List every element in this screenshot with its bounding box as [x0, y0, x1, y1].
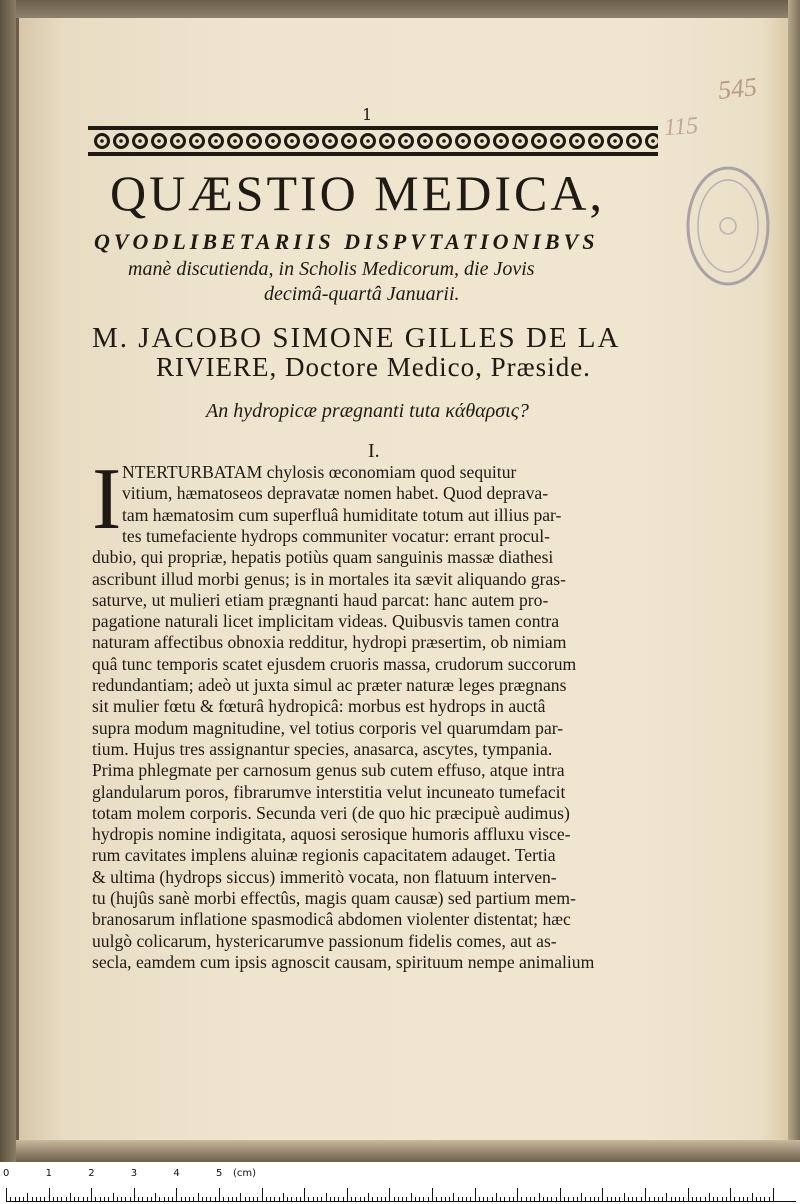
body-text-line: tes tumefaciente hydrops communiter vocatur: errant procul- [122, 525, 550, 546]
ruler-tick [91, 1188, 92, 1202]
ruler-tick [602, 1188, 603, 1202]
ruler-baseline [6, 1201, 796, 1202]
ruler-tick [645, 1188, 646, 1202]
body-text-line: hydropis nomine indigitata, aquosi serosique humoris affluxu visce- [92, 824, 571, 845]
body-text-line: tium. Hujus tres assignantur species, anasarca, ascytes, tympania. [92, 738, 553, 759]
ruler-tick [432, 1188, 433, 1202]
ornamental-headpiece [88, 124, 658, 158]
library-stamp [680, 158, 770, 294]
body-text-line: tam hæmatosim cum superfluâ humiditate totum aut illius par- [122, 504, 562, 525]
subtitle-line: QVODLIBETARIIS DISPVTATIONIBVS [94, 229, 599, 254]
body-text-line: glandularum poros, fibrarumve interstitia velut incuneato tumefacit [92, 781, 566, 802]
body-text-line: Prima phlegmate per carnosum genus sub cutem effuso, atque intra [92, 760, 565, 781]
body-text-line: supra modum magnitudine, vel totius corporis vel quarumdam par- [92, 717, 564, 738]
drop-cap-letter: I [92, 451, 122, 548]
ruler-tick [134, 1188, 135, 1202]
page-fore-edge [788, 0, 800, 1162]
praeses-line: RIVIERE, Doctore Medico, Præside. [156, 352, 591, 382]
section-number: I. [368, 440, 380, 462]
ruler-tick [219, 1188, 220, 1202]
body-text-line: rum cavitates implens aluinæ regionis capacitatem adauget. Tertia [92, 845, 556, 866]
ruler-tick [517, 1188, 518, 1202]
ruler-tick [730, 1188, 731, 1202]
thesis-question: An hydropicæ prægnanti tuta κάθαρσις? [206, 400, 529, 422]
handwritten-annotation: 115 [663, 112, 700, 142]
praeses-line: M. JACOBO SIMONE GILLES DE LA [92, 322, 621, 354]
body-text-line: sit mulier fœtu & fœturâ hydropicâ: morbus est hydrops in auctâ [92, 696, 546, 717]
ruler-label: 5 [216, 1168, 223, 1179]
scale-ruler [0, 1162, 800, 1204]
book-spine-edge [0, 0, 16, 1162]
ruler-tick [389, 1188, 390, 1202]
body-text-line: naturam affectibus obnoxia redditur, hydropi præsertim, ob nimiam [92, 632, 567, 653]
subtitle-line: decimâ-quartâ Januarii. [264, 283, 460, 305]
ruler-tick [49, 1188, 50, 1202]
ruler-tick [560, 1188, 561, 1202]
page-number: 1 [362, 105, 373, 124]
ruler-label: 0 [3, 1168, 10, 1179]
body-text-line: quâ tunc temporis scatet ejusdem cruoris massa, crudorum succorum [92, 653, 577, 674]
book-bottom-edge [16, 1140, 800, 1162]
body-text-line: ascribunt illud morbi genus; is in mortales ita sævit aliquando gras- [92, 568, 566, 589]
body-text-line: tu (hujûs sanè morbi effectûs, magis quam causæ) sed partium mem- [92, 888, 576, 908]
body-text-line: vitium, hæmatoseos depravatæ nomen habet. Quod deprava- [122, 483, 549, 504]
ruler-tick [347, 1188, 348, 1202]
body-text-line: & ultima (hydrops siccus) immeritò vocata, non flatuum interven- [92, 866, 557, 887]
body-text-line: secla, eamdem cum ipsis agnoscit causam, spirituum nempe animalium [92, 951, 595, 972]
ruler-tick [475, 1188, 476, 1202]
body-text-line: uulgò colicarum, hystericarumve passionum fidelis comes, aut as- [92, 930, 557, 951]
ruler-label: 2 [88, 1168, 95, 1179]
ruler-unit: (cm) [233, 1168, 257, 1179]
ruler-label: 1 [45, 1168, 52, 1179]
ruler-tick [262, 1188, 263, 1202]
ruler-tick [176, 1188, 177, 1202]
body-text-line: NTERTURBATAM chylosis œconomiam quod sequitur [122, 462, 517, 482]
body-text-line: dubio, qui propriæ, hepatis potiùs quam sanguinis massæ diathesi [92, 547, 554, 568]
body-text-line: pagatione naturali licet implicitam videas. Quibusvis tamen contra [92, 611, 560, 632]
ruler-label: 3 [130, 1168, 138, 1179]
subtitle-line: manè discutienda, in Scholis Medicorum, die Jovis [128, 258, 535, 280]
body-text-line: branosarum inflatione spasmodicâ abdomen violenter distentat; hæc [92, 909, 571, 930]
ruler-tick [688, 1188, 689, 1202]
body-text-line: redundantiam; adeò ut juxta simul ac præter naturæ leges prægnans [92, 675, 567, 695]
ruler-tick [6, 1188, 7, 1202]
ruler-label: 4 [173, 1168, 180, 1179]
body-text-line: totam molem corporis. Secunda veri (de quo hic præcipuè audimus) [92, 802, 570, 823]
ruler-tick [304, 1188, 305, 1202]
book-top-edge [0, 0, 800, 18]
handwritten-annotation: 545 [716, 72, 759, 105]
document-title: QUÆSTIO MEDICA, [110, 165, 605, 221]
ruler-tick [773, 1188, 774, 1202]
body-text-line: saturve, ut mulieri etiam prægnanti haud parcat: hanc autem pro- [92, 589, 549, 610]
